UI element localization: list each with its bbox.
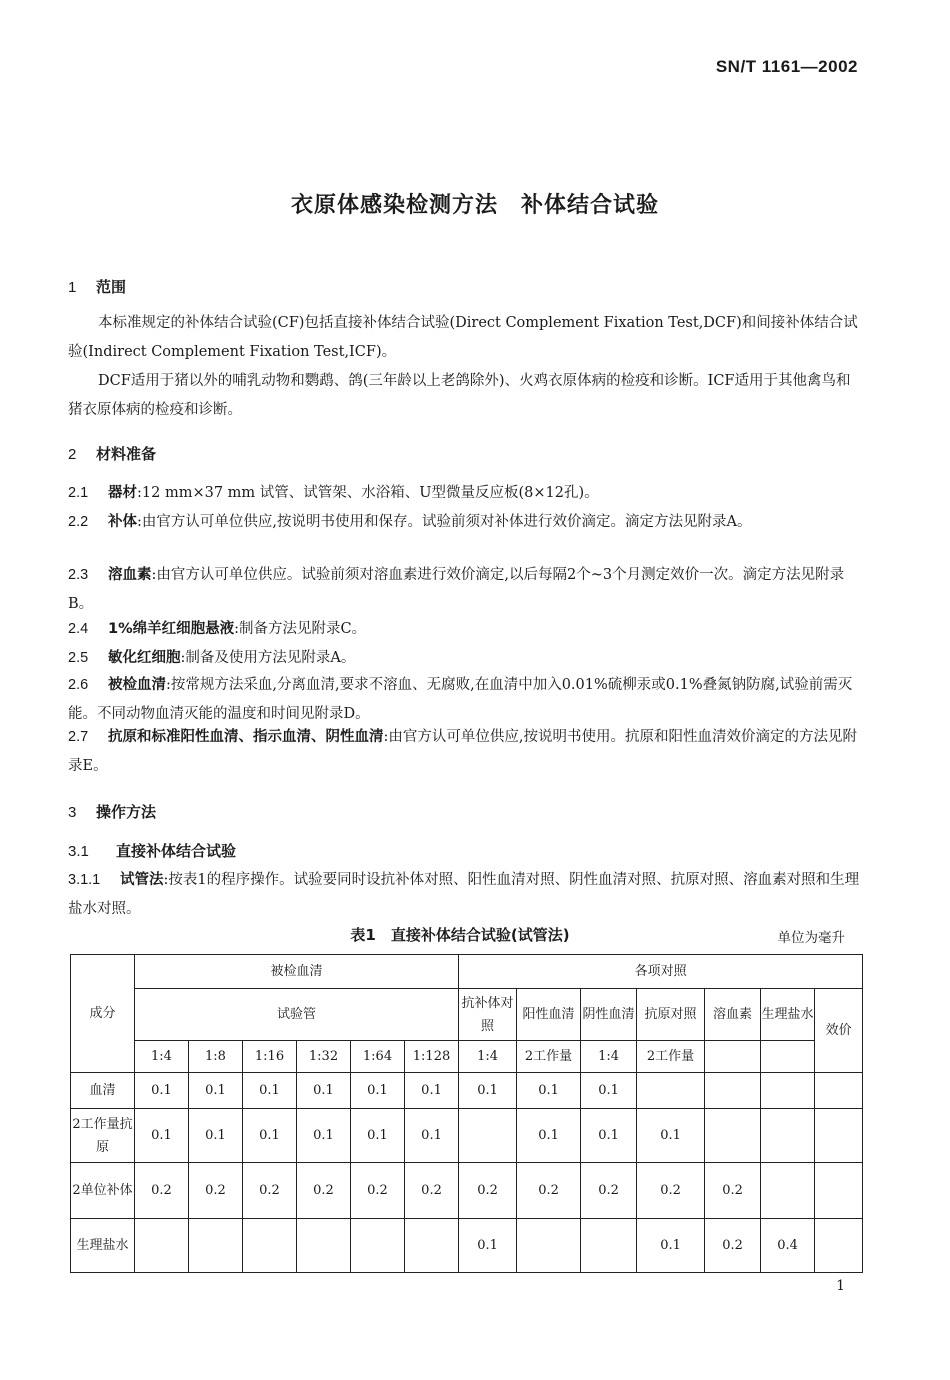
standard-code: SN/T 1161—2002 <box>715 57 858 76</box>
table-cell <box>761 1073 815 1109</box>
table-cell: 0.2 <box>135 1163 189 1219</box>
clause-text: :按表1的程序操作。试验要同时设抗补体对照、阳性血清对照、阴性血清对照、抗原对照、溶血素对照和生理盐水对照。 <box>68 872 860 917</box>
table-cell <box>189 1219 243 1273</box>
clause-number: 2.6 <box>68 677 89 693</box>
table-cell: 0.1 <box>243 1109 297 1163</box>
clause-label: 试管法 <box>120 872 164 888</box>
controls-group-header: 各项对照 <box>459 955 863 989</box>
clause-2-6 <box>68 671 860 729</box>
clause-text: :制备方法见附录C。 <box>234 621 367 637</box>
row-label: 血清 <box>71 1073 135 1109</box>
table-row <box>71 1219 863 1273</box>
dilution-cell: 2工作量 <box>517 1041 581 1073</box>
table-cell <box>581 1219 637 1273</box>
table-cell <box>815 1219 863 1273</box>
table-cell <box>517 1219 581 1273</box>
table-cell: 0.1 <box>297 1109 351 1163</box>
clause-text: :由官方认可单位供应,按说明书使用。抗原和阳性血清效价滴定的方法见附录E。 <box>68 729 857 774</box>
clause-2-1 <box>68 479 860 508</box>
section-number: 2 <box>68 446 77 463</box>
dilution-cell <box>761 1041 815 1073</box>
clause-label: 溶血素 <box>108 567 152 583</box>
table-cell: 0.1 <box>637 1219 705 1273</box>
table-cell <box>351 1219 405 1273</box>
component-header: 成分 <box>71 955 135 1073</box>
table-cell: 0.2 <box>705 1219 761 1273</box>
clause-2-3 <box>68 561 860 619</box>
clause-2-5 <box>68 644 860 673</box>
clause-number: 3.1.1 <box>68 872 101 888</box>
clause-label: 被检血清 <box>108 677 166 693</box>
table-cell <box>761 1109 815 1163</box>
section-title: 材料准备 <box>96 445 157 463</box>
clause-number: 2.3 <box>68 567 89 583</box>
table-cell: 0.1 <box>189 1073 243 1109</box>
table-cell: 0.1 <box>517 1073 581 1109</box>
clause-label: 1%绵羊红细胞悬液 <box>108 621 235 637</box>
tubes-header: 试验管 <box>135 989 459 1041</box>
clause-number: 2.1 <box>68 485 89 501</box>
section-number: 1 <box>68 279 77 296</box>
table-cell <box>135 1219 189 1273</box>
dilution-cell: 1:4 <box>135 1041 189 1073</box>
section-title: 操作方法 <box>96 803 157 821</box>
table-cell <box>405 1219 459 1273</box>
row-label: 2单位补体 <box>71 1163 135 1219</box>
table-cell: 0.1 <box>405 1109 459 1163</box>
dilution-cell: 2工作量 <box>637 1041 705 1073</box>
table-cell <box>705 1073 761 1109</box>
clause-label: 补体 <box>108 514 137 530</box>
clause-2-2 <box>68 508 860 537</box>
positive-serum-header: 阳性血清 <box>517 989 581 1041</box>
scope-paragraph-2: DCF适用于猪以外的哺乳动物和鹦鹉、鸽(三年龄以上老鸽除外)、火鸡衣原体病的检疫和诊断。ICF适用于其他禽鸟和猪衣原体病的检疫和诊断。 <box>68 373 851 418</box>
table-cell: 0.4 <box>761 1219 815 1273</box>
serum-group-header: 被检血清 <box>135 955 459 989</box>
table-cell <box>705 1109 761 1163</box>
dilution-cell: 1:4 <box>581 1041 637 1073</box>
section-1-heading <box>68 276 126 297</box>
page-number: 1 <box>836 1278 845 1294</box>
hemolysin-header: 溶血素 <box>705 989 761 1041</box>
table-header-row-1 <box>71 955 863 989</box>
row-label: 生理盐水 <box>71 1219 135 1273</box>
subsection-number: 3.1 <box>68 843 89 860</box>
clause-label: 抗原和标准阳性血清、指示血清、阴性血清 <box>108 729 384 745</box>
table-cell: 0.1 <box>637 1109 705 1163</box>
table-cell: 0.1 <box>581 1109 637 1163</box>
clause-number: 2.2 <box>68 514 89 530</box>
table-row <box>71 1109 863 1163</box>
table-cell <box>459 1109 517 1163</box>
table-cell: 0.2 <box>405 1163 459 1219</box>
clause-2-4 <box>68 615 860 644</box>
table-cell: 0.1 <box>459 1073 517 1109</box>
clause-text: :按常规方法采血,分离血清,要求不溶血、无腐败,在血清中加入0.01%硫柳汞或0.1%叠氮钠防腐,试验前需灭能。不同动物血清灭能的温度和时间见附录D。 <box>68 677 853 722</box>
table-cell: 0.2 <box>189 1163 243 1219</box>
section-3-heading <box>68 801 156 822</box>
table-cell: 0.2 <box>459 1163 517 1219</box>
dilution-cell: 1:16 <box>243 1041 297 1073</box>
table-cell: 0.1 <box>243 1073 297 1109</box>
scope-paragraph-1: 本标准规定的补体结合试验(CF)包括直接补体结合试验(Direct Complement Fixation Test,DCF)和间接补体结合试验(Indirect Complement Fixation Test,ICF)。 <box>68 315 858 360</box>
table-cell: 0.1 <box>459 1219 517 1273</box>
row-label: 2工作量抗原 <box>71 1109 135 1163</box>
clause-label: 敏化红细胞 <box>108 650 181 666</box>
table-cell: 0.1 <box>297 1073 351 1109</box>
clause-3-1-1 <box>68 866 860 924</box>
table-cell <box>815 1163 863 1219</box>
table-cell <box>761 1163 815 1219</box>
dilution-cell: 1:128 <box>405 1041 459 1073</box>
table-cell: 0.1 <box>189 1109 243 1163</box>
table-cell <box>297 1219 351 1273</box>
subsection-3-1-heading <box>68 840 236 861</box>
table-caption: 表1 直接补体结合试验(试管法) <box>350 926 570 944</box>
table-row <box>71 1073 863 1109</box>
clause-number: 2.7 <box>68 729 89 745</box>
section-title: 范围 <box>96 278 127 296</box>
table-cell: 0.1 <box>135 1073 189 1109</box>
clause-text: :12 mm×37 mm 试管、试管架、水浴箱、U型微量反应板(8×12孔)。 <box>137 485 599 501</box>
table-cell: 0.1 <box>405 1073 459 1109</box>
antigen-control-header: 抗原对照 <box>637 989 705 1041</box>
table-cell: 0.2 <box>351 1163 405 1219</box>
table-cell: 0.2 <box>705 1163 761 1219</box>
clause-number: 2.4 <box>68 621 89 637</box>
section-number: 3 <box>68 804 77 821</box>
section-2-heading <box>68 443 156 464</box>
procedure-table <box>70 954 863 1273</box>
table-cell <box>815 1109 863 1163</box>
table-cell: 0.2 <box>637 1163 705 1219</box>
clause-text: :由官方认可单位供应,按说明书使用和保存。试验前须对补体进行效价滴定。滴定方法见附录A。 <box>137 514 752 530</box>
table-cell: 0.2 <box>517 1163 581 1219</box>
table-unit: 单位为毫升 <box>777 930 845 946</box>
table-cell: 0.2 <box>243 1163 297 1219</box>
dilution-cell: 1:8 <box>189 1041 243 1073</box>
dilution-cell: 1:4 <box>459 1041 517 1073</box>
table-cell <box>815 1073 863 1109</box>
table-cell: 0.1 <box>135 1109 189 1163</box>
table-header-row-2 <box>71 989 863 1041</box>
table-cell: 0.1 <box>581 1073 637 1109</box>
dilution-cell <box>705 1041 761 1073</box>
table-cell <box>243 1219 297 1273</box>
clause-number: 2.5 <box>68 650 89 666</box>
titer-header: 效价 <box>815 989 863 1073</box>
clause-text: :由官方认可单位供应。试验前须对溶血素进行效价滴定,以后每隔2个~3个月测定效价一次。滴定方法见附录B。 <box>68 567 845 612</box>
table-cell: 0.1 <box>351 1109 405 1163</box>
table-row <box>71 1163 863 1219</box>
table-cell <box>637 1073 705 1109</box>
clause-2-7 <box>68 723 860 781</box>
table-cell: 0.2 <box>297 1163 351 1219</box>
document-title: 衣原体感染检测方法 补体结合试验 <box>290 193 659 218</box>
clause-label: 器材 <box>108 485 137 501</box>
table-cell: 0.1 <box>351 1073 405 1109</box>
table-cell: 0.1 <box>517 1109 581 1163</box>
subsection-title: 直接补体结合试验 <box>116 842 237 860</box>
dilution-cell: 1:32 <box>297 1041 351 1073</box>
saline-header: 生理盐水 <box>761 989 815 1041</box>
table-cell: 0.2 <box>581 1163 637 1219</box>
negative-serum-header: 阴性血清 <box>581 989 637 1041</box>
dilution-row <box>71 1041 863 1073</box>
anti-complement-header: 抗补体对照 <box>459 989 517 1041</box>
clause-text: :制备及使用方法见附录A。 <box>180 650 356 666</box>
dilution-cell: 1:64 <box>351 1041 405 1073</box>
